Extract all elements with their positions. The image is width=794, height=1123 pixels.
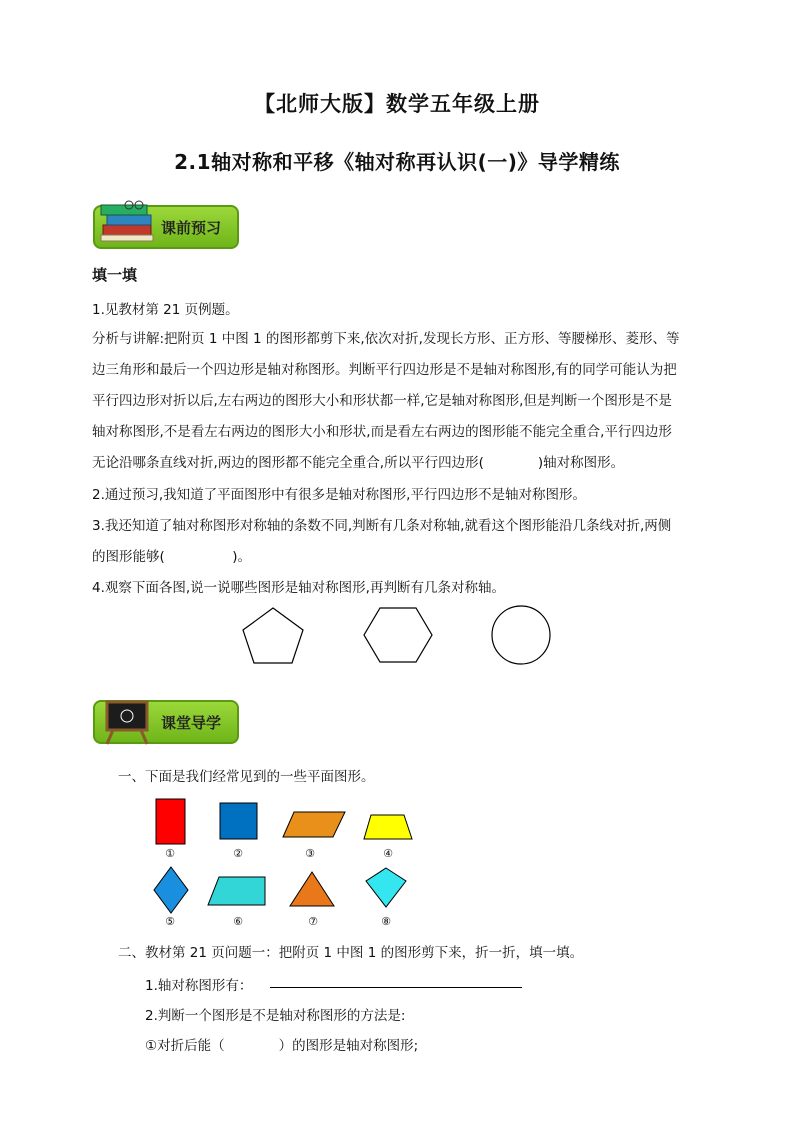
shape-8-kite bbox=[364, 867, 408, 909]
shape-2-square bbox=[219, 802, 259, 840]
analysis-line-5: 无论沿哪条直线对折,两边的图形都不能完全重合,所以平行四边形( )轴对称图形。 bbox=[92, 455, 625, 471]
shape-3-parallelogram bbox=[282, 811, 346, 839]
page-title: 【北师大版】数学五年级上册 bbox=[254, 92, 540, 116]
shape-5-rhombus bbox=[153, 866, 189, 914]
books-icon bbox=[99, 199, 157, 245]
shape-4-trapezoid bbox=[363, 814, 413, 840]
hexagon-shape bbox=[362, 605, 434, 665]
circle-shape bbox=[488, 603, 554, 667]
section-2-text: 二、教材第 21 页问题一：把附页 1 中图 1 的图形剪下来，折一折，填一填。 bbox=[118, 945, 584, 961]
analysis-line-3: 平行四边形对折以后,左右两边的图形大小和形状都一样,它是轴对称图形,但是判断一个图形是不是 bbox=[92, 393, 672, 409]
shape-4-label: ④ bbox=[383, 847, 393, 860]
shape-7-label: ⑦ bbox=[308, 915, 318, 928]
analysis-line-4: 轴对称图形,不是看左右两边的图形大小和形状,而是看左右两边的图形能不能完全重合,平行四边形 bbox=[92, 424, 672, 440]
pentagon-shape bbox=[240, 605, 306, 667]
answer-line[interactable] bbox=[270, 987, 522, 988]
shape-7-triangle bbox=[289, 871, 335, 907]
page-subtitle: 2.1轴对称和平移《轴对称再认识(一)》导学精练 bbox=[174, 150, 620, 174]
q3-line-2: 的图形能够( )。 bbox=[92, 549, 252, 565]
analysis-line-2: 边三角形和最后一个四边形是轴对称图形。判断平行四边形是不是轴对称图形,有的同学可能认为把 bbox=[92, 362, 677, 378]
banner-preview bbox=[93, 205, 239, 249]
shape-6-label: ⑥ bbox=[233, 915, 243, 928]
shape-1-label: ① bbox=[165, 847, 175, 860]
q3-line-1: 3.我还知道了轴对称图形对称轴的条数不同,判断有几条对称轴,就看这个图形能沿几条线对折,两侧 bbox=[92, 518, 672, 534]
shape-5-label: ⑤ bbox=[165, 915, 175, 928]
banner-preview-label: 课前预习 bbox=[161, 219, 222, 237]
analysis-line-1: 分析与讲解:把附页 1 中图 1 的图形都剪下来,依次对折,发现长方形、正方形、等腰梯形、菱形、等 bbox=[92, 331, 680, 347]
section-1-text: 一、下面是我们经常见到的一些平面图形。 bbox=[118, 769, 375, 785]
section-heading-fill: 填一填 bbox=[92, 266, 138, 284]
section-2-item-3: ①对折后能（ ）的图形是轴对称图形; bbox=[145, 1038, 419, 1054]
q4-text: 4.观察下面各图,说一说哪些图形是轴对称图形,再判断有几条对称轴。 bbox=[92, 580, 505, 596]
shape-8-label: ⑧ bbox=[381, 915, 391, 928]
shape-1-rectangle bbox=[155, 798, 187, 846]
shape-6-right-trapezoid bbox=[207, 876, 267, 906]
shape-2-label: ② bbox=[233, 847, 243, 860]
q2-text: 2.通过预习,我知道了平面图形中有很多是轴对称图形,平行四边形不是轴对称图形。 bbox=[92, 487, 586, 503]
blackboard-icon bbox=[99, 698, 157, 748]
banner-class bbox=[93, 700, 239, 744]
banner-class-label: 课堂导学 bbox=[161, 714, 222, 732]
shape-3-label: ③ bbox=[305, 847, 315, 860]
section-2-item-2: 2.判断一个图形是不是轴对称图形的方法是: bbox=[145, 1008, 406, 1024]
q1-text: 1.见教材第 21 页例题。 bbox=[92, 302, 239, 318]
section-2-item-1: 1.轴对称图形有： bbox=[145, 978, 253, 994]
